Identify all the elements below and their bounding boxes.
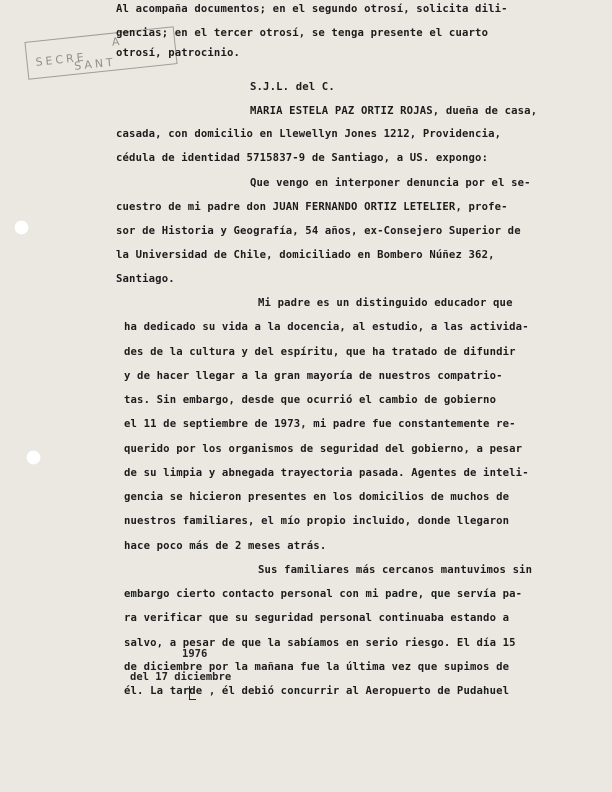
insertion-mark [189,686,196,700]
stamp-text: SECRE [34,50,88,69]
text-line: de diciembre por la mañana fue la última vez que supimos de [124,661,510,673]
handwritten-date-note: del 17 diciembre [130,671,232,683]
text-line: sor de Historia y Geografía, 54 años, ex-Consejero Superior de [116,225,521,237]
text-line: Santiago. [116,273,175,285]
text-line: cuestro de mi padre don JUAN FERNANDO ORTIZ LETELIER, profe- [116,201,508,213]
text-line: hace poco más de 2 meses atrás. [124,540,327,552]
text-line: Al acompaña documentos; en el segundo otrosí, solicita dili- [116,3,508,15]
text-line: embargo cierto contacto personal con mi padre, que servía pa- [124,588,523,600]
punch-hole [26,450,41,465]
text-line: de su limpia y abnegada trayectoria pasada. Agentes de inteli- [124,467,529,479]
text-line: Sus familiares más cercanos mantuvimos sin [258,564,533,576]
text-line: él. La tarde , él debió concurrir al Aeropuerto de Pudahuel [124,685,510,697]
text-line: salvo, a pesar de que la sabíamos en serio riesgo. El día 15 [124,637,516,649]
text-line: Que vengo en interponer denuncia por el se- [250,177,531,189]
text-line: gencias; en el tercer otrosí, se tenga presente el cuarto [116,27,489,39]
text-line: MARIA ESTELA PAZ ORTIZ ROJAS, dueña de casa, [250,105,538,117]
stamp-text: SANT [73,55,117,73]
text-line: S.J.L. del C. [250,81,335,93]
punch-hole [14,220,29,235]
text-line: gencia se hicieron presentes en los domicilios de muchos de [124,491,510,503]
text-line: Mi padre es un distinguido educador que [258,297,513,309]
text-line: nuestros familiares, el mío propio incluido, donde llegaron [124,515,510,527]
text-line: tas. Sin embargo, desde que ocurrió el cambio de gobierno [124,394,497,406]
stamp-text: A [111,34,124,49]
text-line: la Universidad de Chile, domiciliado en Bombero Núñez 362, [116,249,495,261]
text-line: ra verificar que su seguridad personal continuaba estando a [124,612,510,624]
text-line: des de la cultura y del espíritu, que ha tratado de difundir [124,346,516,358]
text-line: casada, con domicilio en Llewellyn Jones 1212, Providencia, [116,128,502,140]
text-line: otrosí, patrocinio. [116,47,241,59]
text-line: cédula de identidad 5715837-9 de Santiago, a US. expongo: [116,152,489,164]
handwritten-year: 1976 [182,648,208,660]
text-line: y de hacer llegar a la gran mayoría de nuestros compatrio- [124,370,503,382]
text-line: ha dedicado su vida a la docencia, al estudio, a las activida- [124,321,529,333]
text-line: querido por los organismos de seguridad del gobierno, a pesar [124,443,523,455]
text-line: el 11 de septiembre de 1973, mi padre fue constantemente re- [124,418,516,430]
